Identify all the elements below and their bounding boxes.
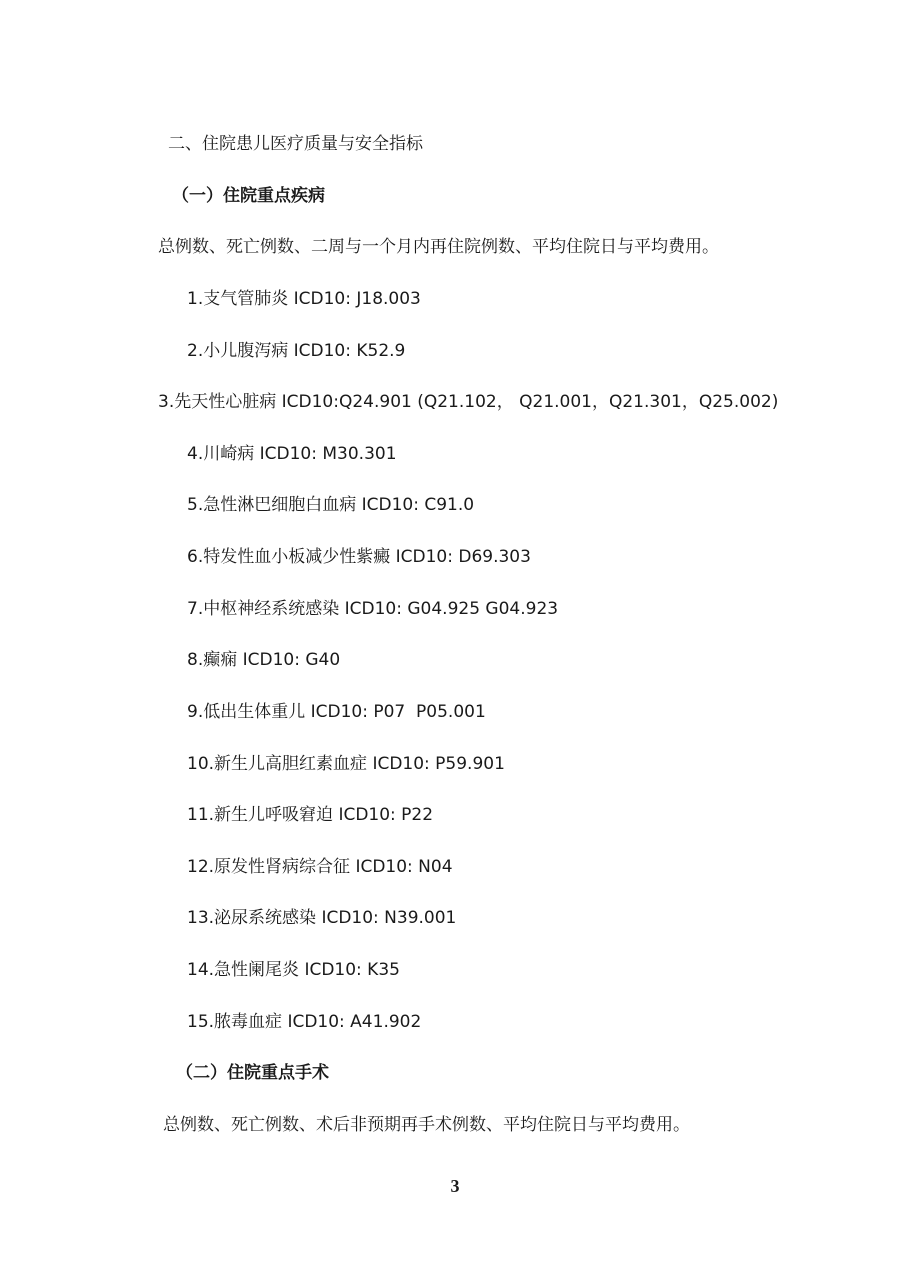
subsection-title-key-diseases: （一）住院重点疾病	[172, 186, 325, 206]
page-number: 3	[450, 1176, 460, 1196]
subsection-title-key-surgeries: （二）住院重点手术	[176, 1063, 329, 1083]
section-title: 二、住院患儿医疗质量与安全指标	[168, 134, 423, 154]
disease-item: 12.原发性肾病综合征 ICD10: N04	[187, 857, 453, 877]
disease-item: 10.新生儿高胆红素血症 ICD10: P59.901	[187, 754, 505, 774]
disease-item: 8.癫痫 ICD10: G40	[187, 650, 341, 670]
disease-item: 6.特发性血小板减少性紫癜 ICD10: D69.303	[187, 547, 531, 567]
disease-item: 3.先天性心脏病 ICD10:Q24.901 (Q21.102， Q21.001，Q21.301，Q25.002)	[158, 392, 779, 412]
disease-item: 1.支气管肺炎 ICD10: J18.003	[187, 289, 421, 309]
disease-item: 4.川崎病 ICD10: M30.301	[187, 444, 397, 464]
disease-item: 13.泌尿系统感染 ICD10: N39.001	[187, 908, 457, 928]
disease-item: 14.急性阑尾炎 ICD10: K35	[187, 960, 400, 980]
disease-item: 5.急性淋巴细胞白血病 ICD10: C91.0	[187, 495, 475, 515]
disease-item: 2.小儿腹泻病 ICD10: K52.9	[187, 341, 406, 361]
disease-item: 11.新生儿呼吸窘迫 ICD10: P22	[187, 805, 434, 825]
subsection-intro-key-diseases: 总例数、死亡例数、二周与一个月内再住院例数、平均住院日与平均费用。	[158, 237, 719, 257]
subsection-intro-key-surgeries: 总例数、死亡例数、术后非预期再手术例数、平均住院日与平均费用。	[163, 1115, 690, 1135]
disease-item: 7.中枢神经系统感染 ICD10: G04.925 G04.923	[187, 599, 559, 619]
disease-item: 9.低出生体重儿 ICD10: P07 P05.001	[187, 702, 486, 722]
disease-item: 15.脓毒血症 ICD10: A41.902	[187, 1012, 422, 1032]
